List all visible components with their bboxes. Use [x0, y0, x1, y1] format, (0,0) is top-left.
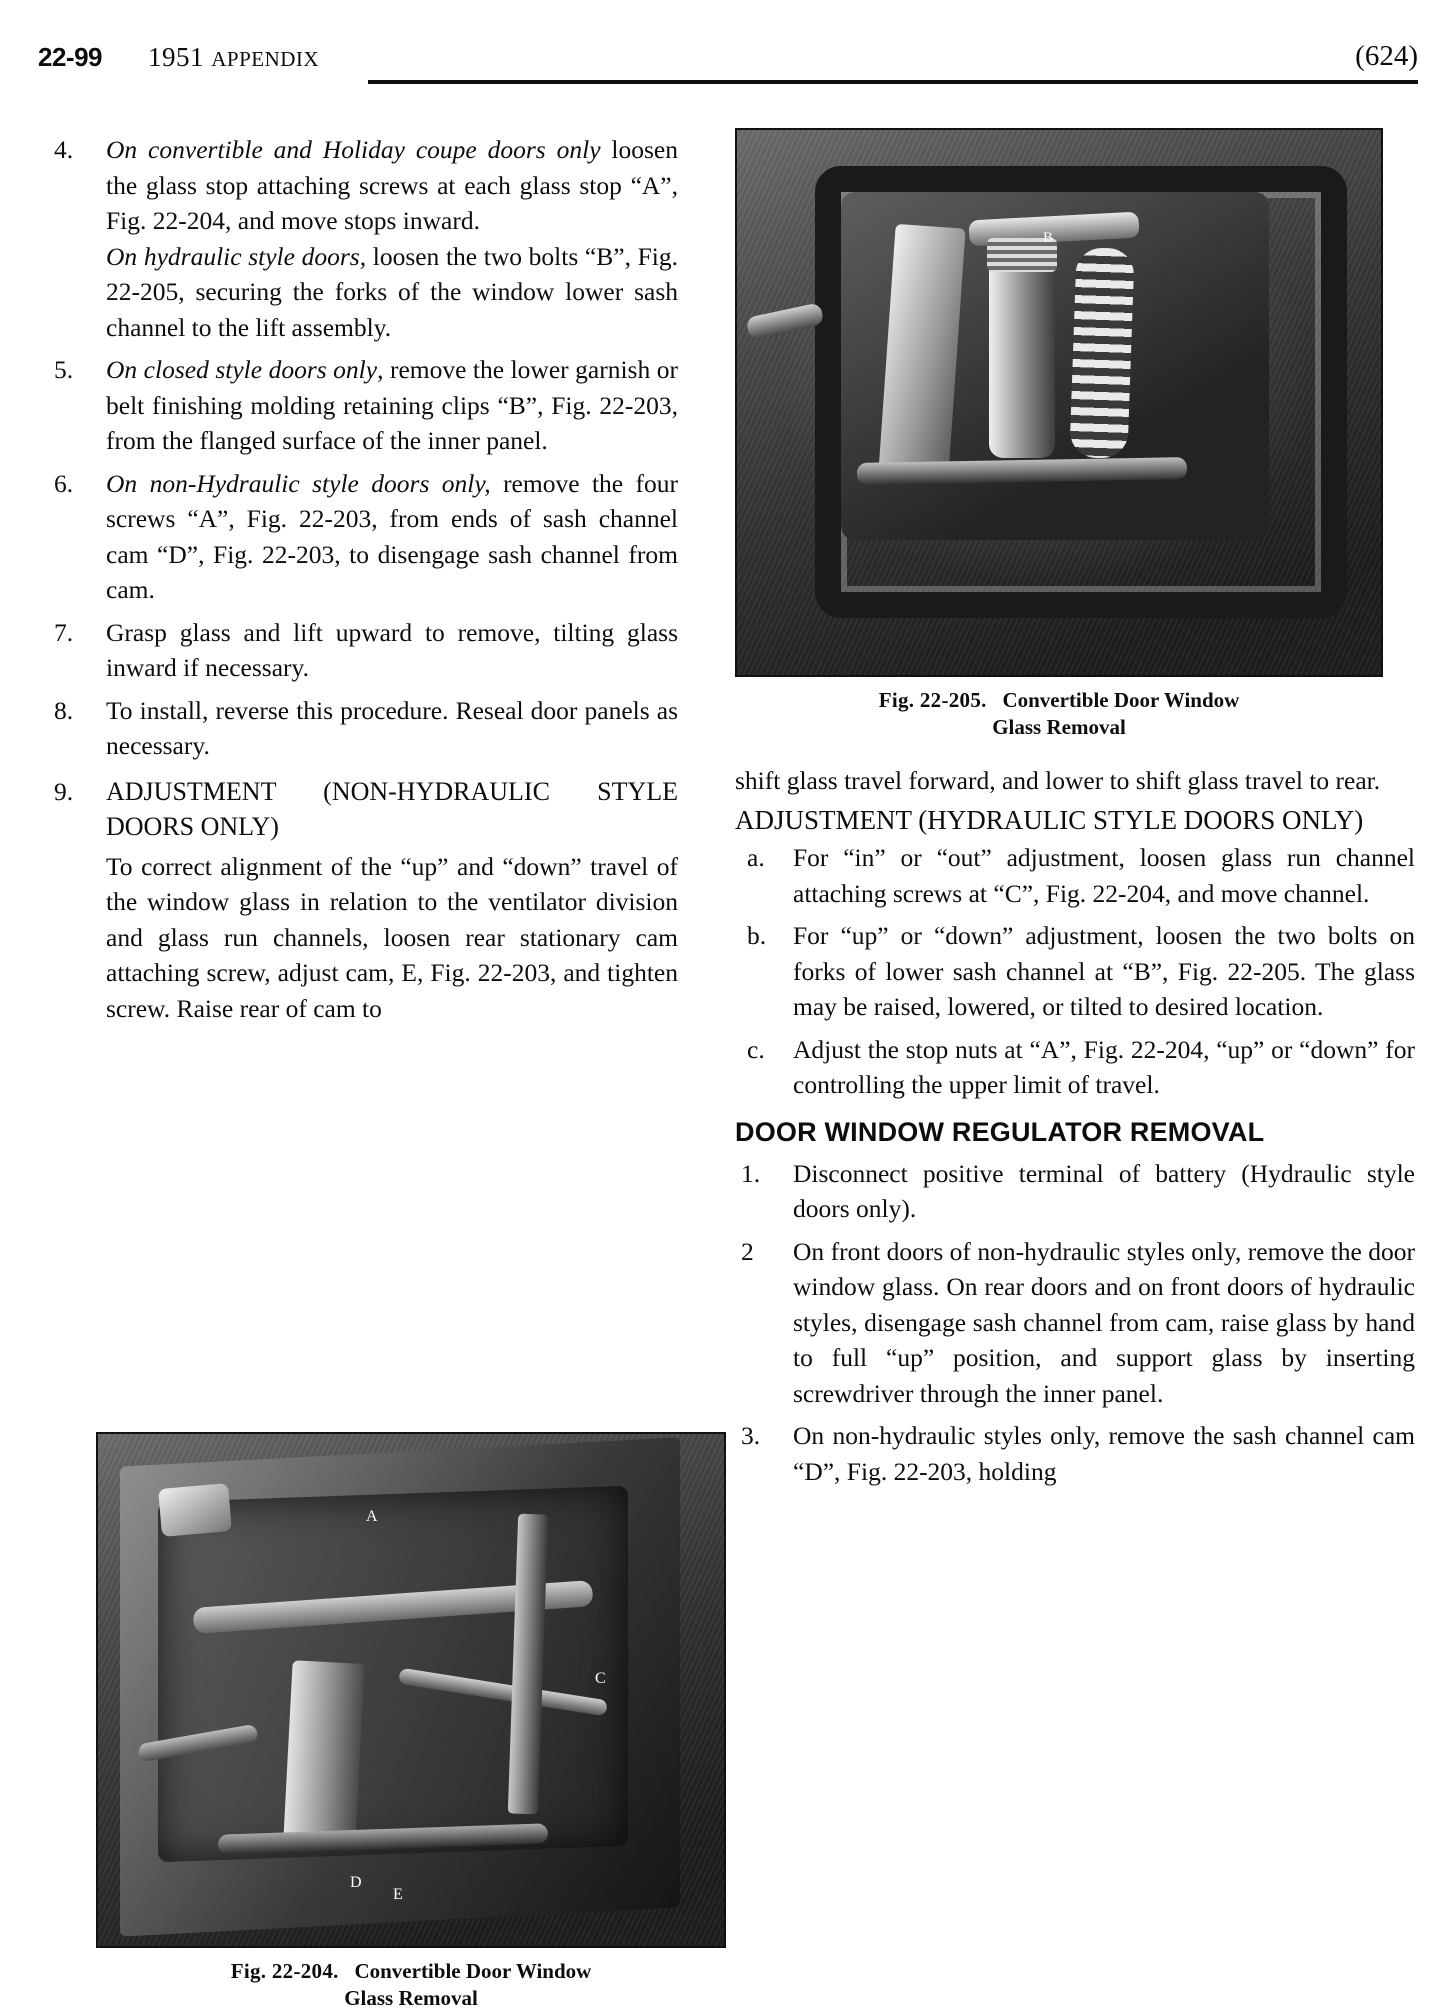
list-item-text: To install, reverse this procedure. Reseal door panels as necessary.: [106, 695, 678, 760]
list-marker: 2: [741, 1236, 754, 1266]
list-marker: a.: [747, 843, 765, 872]
adjustment-list: [735, 840, 1415, 1103]
continuation-paragraph: shift glass travel forward, and lower to shift glass travel to rear.: [735, 766, 1381, 795]
callout-D: D: [350, 1874, 362, 1891]
list-marker: c.: [747, 1034, 765, 1064]
figure-22-204-caption-subtitle: Glass Removal: [344, 1986, 478, 2010]
list-item: [48, 615, 678, 686]
list-marker: 3.: [741, 1421, 761, 1450]
list-item: [48, 352, 678, 459]
callout-E: E: [393, 1886, 403, 1903]
list-item-text: Adjust the stop nuts at “A”, Fig. 22-204, “up” or “down” for controlling the upper limit of travel.: [793, 1034, 1415, 1099]
figure-22-204: [96, 1432, 726, 2012]
window-lift-photograph: [737, 130, 1381, 675]
figure-22-205-caption-title: Convertible Door Window: [1002, 688, 1240, 712]
list-item-text: Disconnect positive terminal of battery (Hydraulic style doors only).: [793, 1158, 1415, 1223]
list-item-text: On closed style doors only, remove the lower garnish or belt finishing molding retaining clips “B”, Fig. 22-203, from the flanged surface of the inner panel.: [106, 355, 678, 455]
header-rule: [368, 80, 1418, 84]
list-item: [48, 132, 678, 345]
figure-22-205-image: [735, 128, 1383, 677]
page-header: [38, 38, 1418, 84]
list-marker: 8.: [54, 695, 74, 725]
adjustment-heading-non-hydraulic: ADJUSTMENT (NON-HYDRAULIC STYLE DOORS ONLY): [106, 776, 678, 841]
list-marker: 4.: [54, 135, 74, 164]
list-marker: 1.: [741, 1158, 761, 1188]
figure-22-205-caption: [735, 687, 1383, 741]
section-heading-regulator-removal: DOOR WINDOW REGULATOR REMOVAL: [735, 1116, 1265, 1147]
list-item-text: On non-hydraulic styles only, remove the sash channel cam “D”, Fig. 22-203, holding: [793, 1421, 1415, 1486]
list-item-subtext: On hydraulic style doors, loosen the two bolts “B”, Fig. 22-205, securing the forks of the window lower sash channel to the lift assembly.: [106, 241, 678, 342]
removal-list: [735, 1156, 1415, 1490]
list-item: [48, 774, 678, 1027]
callout-A: A: [366, 1508, 378, 1525]
list-item-text: On convertible and Holiday coupe doors only loosen the glass stop attaching screws at each glass stop “A”, Fig. 22-204, and move stops inward.: [106, 135, 679, 235]
header-folio: (624): [1355, 40, 1418, 72]
callout-C: C: [595, 1670, 606, 1687]
list-item: [735, 1032, 1415, 1103]
right-column: [735, 128, 1415, 1496]
figure-22-204-caption-title: Convertible Door Window: [354, 1959, 592, 1983]
figure-22-205-caption-number: Fig. 22-205.: [878, 688, 987, 712]
list-item: [48, 693, 678, 764]
list-item: [735, 1234, 1415, 1412]
header-title: [148, 42, 319, 73]
figure-22-205: [735, 128, 1383, 741]
figure-22-205-caption-subtitle: Glass Removal: [992, 715, 1126, 739]
header-page-number: 22-99: [38, 42, 102, 72]
figure-22-204-image: [96, 1432, 726, 1948]
figure-22-204-caption: [96, 1958, 726, 2012]
figure-22-204-caption-number: Fig. 22-204.: [230, 1959, 339, 1983]
list-marker: 9.: [54, 776, 74, 806]
list-item: [735, 1418, 1415, 1489]
list-item-text: Grasp glass and lift upward to remove, tilting glass inward if necessary.: [106, 617, 678, 682]
list-item: [735, 1156, 1415, 1227]
list-marker: 7.: [54, 617, 74, 647]
list-marker: 5.: [54, 355, 74, 384]
list-item-text: For “in” or “out” adjustment, loosen glass run channel attaching screws at “C”, Fig. 22-204, and move channel.: [793, 843, 1415, 908]
list-item: [735, 918, 1415, 1025]
list-item: [48, 466, 678, 608]
left-column: [48, 132, 679, 2010]
list-item: [735, 840, 1415, 911]
adjustment-heading-hydraulic: ADJUSTMENT (HYDRAULIC STYLE DOORS ONLY): [735, 804, 1364, 835]
door-panel-photograph: [98, 1434, 724, 1946]
list-item-text: For “up” or “down” adjustment, loosen the two bolts on forks of lower sash channel at “B”, Fig. 22-205. The glass may be raised, lowered, or tilted to desired location.: [793, 921, 1415, 1021]
header-title-year: 1951: [148, 42, 204, 72]
left-numbered-list: [48, 132, 678, 1026]
header-title-word: APPENDIX: [211, 47, 320, 71]
list-marker: b.: [747, 921, 767, 950]
callout-B: B: [1043, 230, 1054, 246]
list-item-text: On non-Hydraulic style doors only, remove the four screws “A”, Fig. 22-203, from ends of sash channel cam “D”, Fig. 22-203, to disengage sash channel from cam.: [106, 468, 678, 604]
list-item-text: To correct alignment of the “up” and “down” travel of the window glass in relation to the ventilator division and glass run channels, loosen rear stationary cam attaching screw, adjust cam, E, Fig. 22-203, and tighten screw. Raise rear of cam to: [106, 851, 678, 1023]
list-marker: 6.: [54, 468, 74, 498]
list-item-text: On front doors of non-hydraulic styles only, remove the door window glass. On rear doors and on front doors of hydraulic styles, disengage sash channel from cam, raise glass by hand to full “up” position, and support glass by inserting screwdriver through the inner panel.: [793, 1236, 1415, 1408]
